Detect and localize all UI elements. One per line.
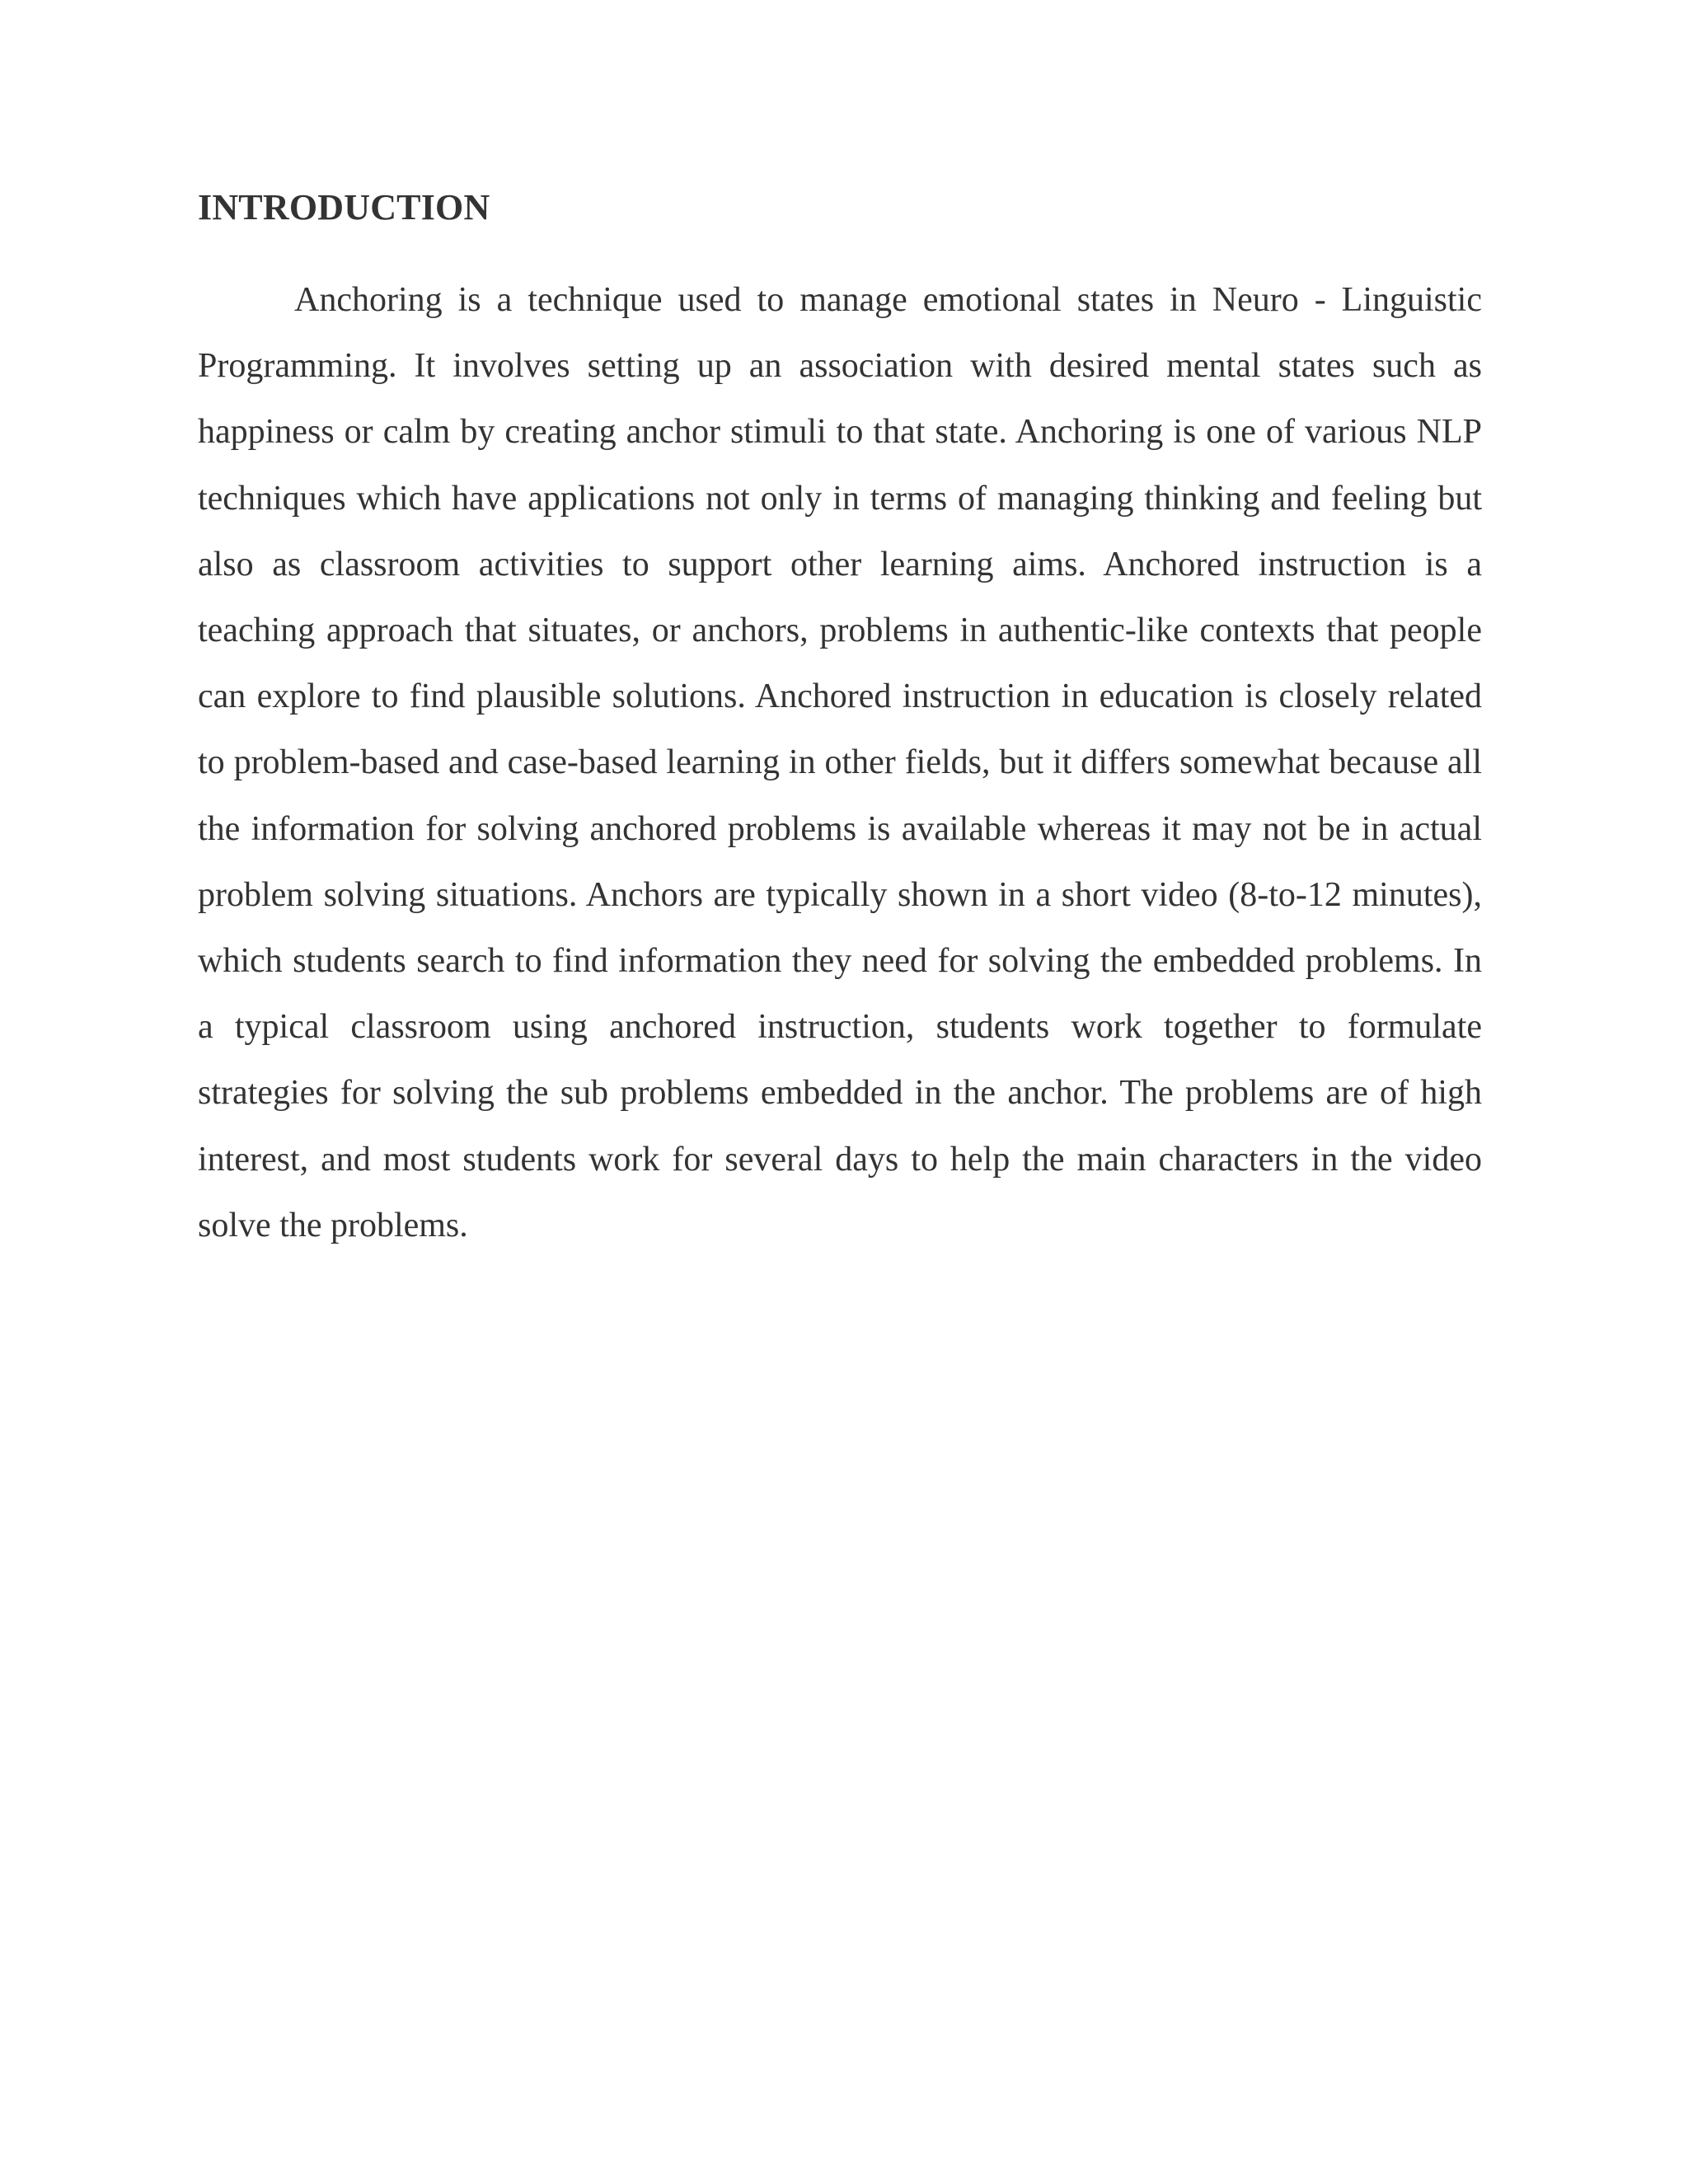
introduction-paragraph: Anchoring is a technique used to manage emotional states in Neuro - Linguistic Programming. It involves setting up an association with desired mental states such as happiness or calm by creating anchor stimuli to that state. Anchoring is one of various NLP techniques which have applications not only in terms of managing thinking and feeling but also as classroom activities to support other learning aims. Anchored instruction is a teaching approach that situates, or anchors, problems in authentic-like contexts that people can explore to find plausible solutions. Anchored instruction in education is closely related to problem-based and case-based learning in other fields, but it differs somewhat because all the information for solving anchored problems is available whereas it may not be in actual problem solving situations. Anchors are typically shown in a short video (8-to-12 minutes), which students search to find information they need for solving the embedded problems. In a typical classroom using anchored instruction, students work together to formulate strategies for solving the sub problems embedded in the anchor. The problems are of high interest, and most students work for several days to help the main characters in the video solve the problems. (198, 281, 1482, 1244)
section-heading: INTRODUCTION (198, 187, 490, 227)
document-content (198, 181, 1482, 1258)
